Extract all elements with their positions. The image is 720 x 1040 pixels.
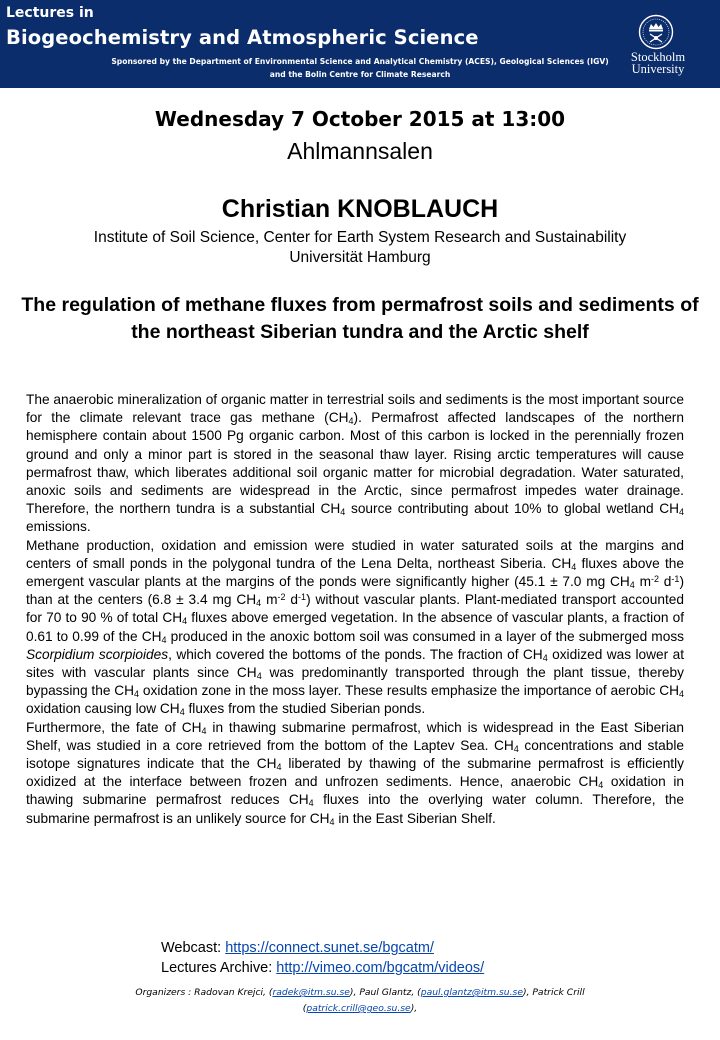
archive-link[interactable]: http://vimeo.com/bgcatm/videos/ [276, 960, 485, 976]
sponsor-line-1: Sponsored by the Department of Environmental Science and Analytical Chemistry (ACES), Geological Sciences (IGV) [111, 57, 609, 66]
abstract-paragraph-3: Furthermore, the fate of $CH_4$ in thawing submarine permafrost, which is widespread in the East Siberian Shelf, was studied in a core retrieved from the bottom of the Laptev Sea. $CH_4$ concentrations and stable isotope signatures indicate that the $CH_4$ liberated by thawing of the submarine permafrost is efficiently oxidized at the interface between frozen and unfrozen sediments. Hence, anaerobic $CH_4$ oxidation in thawing submarine permafrost reduces $CH_4$ fluxes into the overlying water column. Therefore, the submarine permafrost is an unlikely source for $CH_4$ in the East Siberian Shelf. [26, 719, 685, 827]
organizers [0, 985, 720, 1017]
webcast-line [161, 938, 484, 958]
affiliation-line-2: Universität Hamburg [289, 249, 431, 266]
talk-title: The regulation of methane fluxes from permafrost soils and sediments of the northeast Siberian tundra and the Arctic shelf [21, 294, 699, 343]
speaker-name: Christian KNOBLAUCH [221, 195, 499, 223]
speaker-affiliation [0, 228, 720, 268]
university-name [622, 51, 694, 75]
species-name: Scorpidium scorpioides [26, 646, 169, 662]
archive-label: Lectures Archive: [161, 960, 277, 976]
organizer-email-link[interactable]: patrick.crill@geo.su.se [306, 1003, 411, 1014]
series-title: Biogeochemistry and Atmospheric Science [6, 26, 479, 49]
event-date: Wednesday 7 October 2015 at 13:00 [154, 107, 566, 131]
organizer-email-link[interactable]: radek@itm.su.se [272, 987, 350, 998]
abstract-paragraph-2: Methane production, oxidation and emission were studied in water saturated soils at the margins and centers of small ponds in the polygonal tundra of the Lena Delta, northeast Siberia. $CH_4$ fluxes above the emergent vascular plants at the margins of the ponds were significantly higher (45.1 ± 7.0 mg $CH_4$ $m^{-2}$ $d^{-1}$) than at the centers (6.8 ± 3.4 mg $CH_4$ $m^{-2}$ $d^{-1}$) without vascular plants. Plant-mediated transport accounted for 70 to 90 % of total $CH_4$ fluxes above emerged vegetation. In the absence of vascular plants, a fraction of 0.61 to 0.99 of the $CH_4$ produced in the anoxic bottom soil was consumed in a layer of the submerged moss Scorpidium scorpioides, which covered the bottoms of the ponds. The fraction of $CH_4$ oxidized was lower at sites with vascular plants since $CH_4$ was predominantly transported through the plant tissue, thereby bypassing the $CH_4$ oxidation zone in the moss layer. These results emphasize the importance of aerobic $CH_4$ oxidation causing low $CH_4$ fluxes from the studied Siberian ponds. [26, 537, 685, 718]
organizers-line-2: (patrick.crill@geo.su.se), [302, 1003, 418, 1014]
webcast-link[interactable]: https://connect.sunet.se/bgcatm/ [225, 940, 434, 956]
webcast-label: Webcast: [161, 940, 226, 956]
university-logo [622, 14, 694, 84]
organizers-line-1: Organizers : Radovan Krejci, (radek@itm.su.se), Paul Glantz, (paul.glantz@itm.su.se), Patrick Crill [135, 987, 585, 998]
series-label: Lectures in [6, 5, 94, 21]
abstract [26, 391, 684, 828]
links-block [161, 938, 484, 978]
sponsor-text [80, 55, 640, 81]
organizer-email-link[interactable]: paul.glantz@itm.su.se [420, 987, 523, 998]
crown-seal-icon [638, 14, 674, 50]
archive-line [161, 958, 484, 978]
event-venue: Ahlmannsalen [287, 138, 433, 164]
header-banner [0, 0, 720, 88]
logo-line-1: Stockholm [630, 50, 686, 64]
abstract-paragraph-1: The anaerobic mineralization of organic matter in terrestrial soils and sediments is the most important source for the climate relevant trace gas methane $(CH_4)$. Permafrost affected landscapes of the northern hemisphere contain about 1500 Pg organic carbon. Most of this carbon is locked in the perennially frozen ground and only a minor part is stored in the seasonal thaw layer. Rising arctic temperatures will cause permafrost thaw, which liberates additional soil organic matter for microbial degradation. Water saturated, anoxic soils and sediments are widespread in the Arctic, since permafrost impedes water drainage. Therefore, the northern tundra is a substantial $CH_4$ source contributing about 10% to global wetland $CH_4$ emissions. [26, 392, 684, 535]
logo-line-2: University [631, 62, 685, 76]
sponsor-line-2: and the Bolin Centre for Climate Research [269, 70, 451, 79]
affiliation-line-1: Institute of Soil Science, Center for Earth System Research and Sustainability [93, 229, 627, 246]
